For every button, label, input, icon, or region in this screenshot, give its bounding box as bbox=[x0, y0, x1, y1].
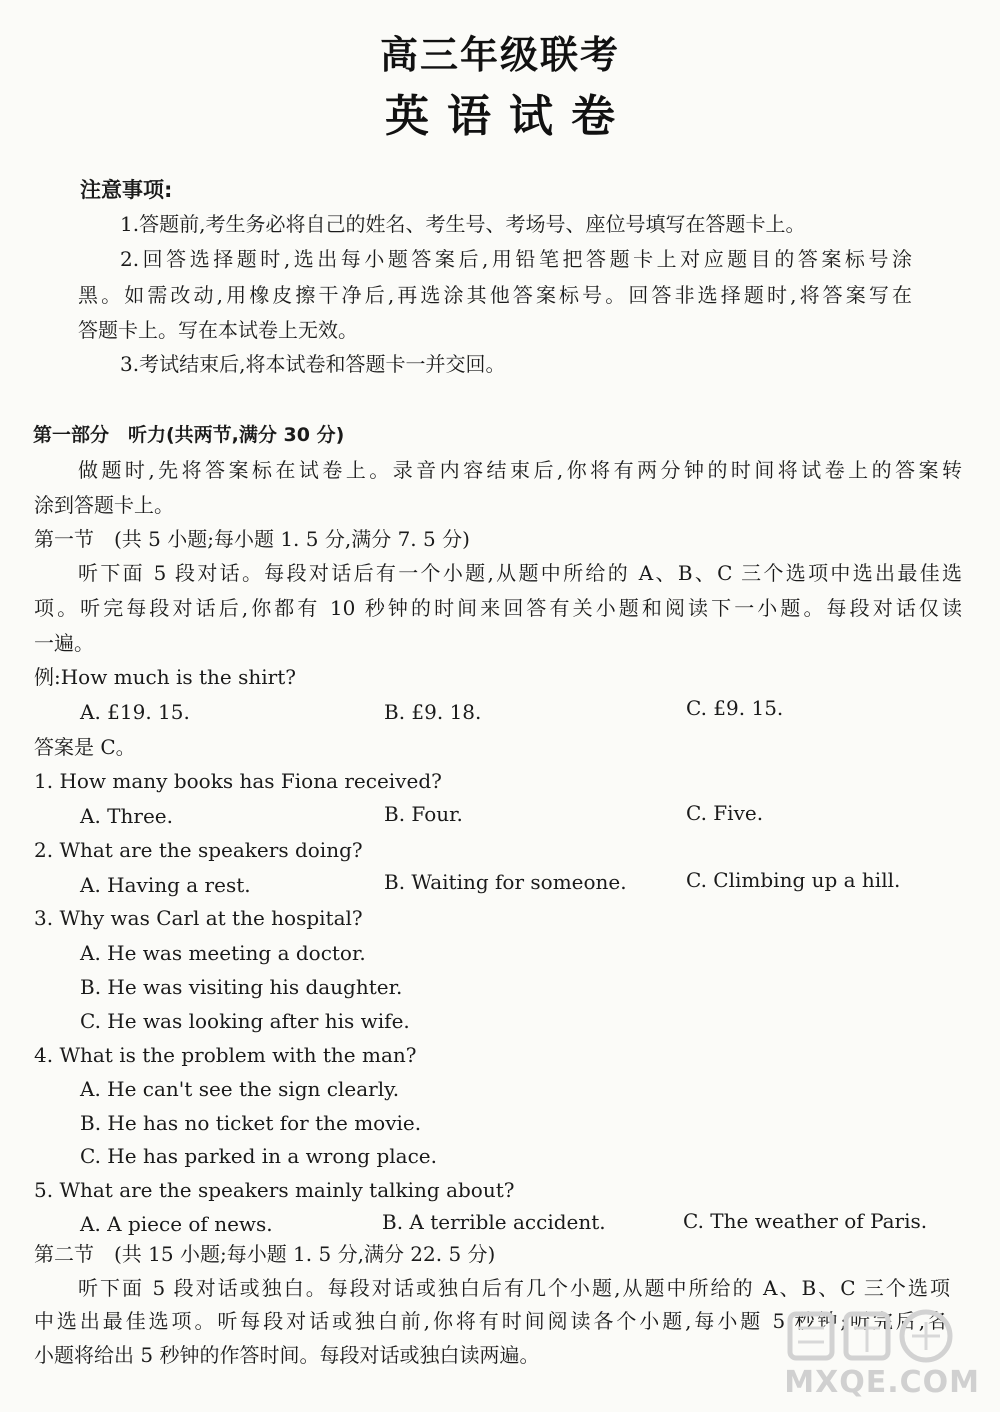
question-4: 4. What is the problem with the man? bbox=[34, 1043, 417, 1067]
question-1-option-b: B. Four. bbox=[384, 802, 463, 826]
example-answer: 答案是 C。 bbox=[34, 735, 136, 759]
part1-intro-line2: 涂到答题卡上。 bbox=[34, 493, 174, 517]
part1-heading: 第一部分 听力(共两节,满分 30 分) bbox=[33, 424, 345, 446]
section2-intro-line1: 听下面 5 段对话或独白。每段对话或独白后有几个小题,从题中所给的 A、B、C 三个选项 bbox=[78, 1276, 950, 1300]
watermark bbox=[784, 1306, 988, 1406]
part1-intro-line1: 做题时,先将答案标在试卷上。录音内容结束后,你将有两分钟的时间将试卷上的答案转 bbox=[78, 458, 962, 482]
question-1-option-a: A. Three. bbox=[80, 804, 173, 828]
section1-intro-line1: 听下面 5 段对话。每段对话后有一个小题,从题中所给的 A、B、C 三个选项中选出最佳选 bbox=[78, 561, 962, 585]
section2-heading: 第二节 (共 15 小题;每小题 1. 5 分,满分 22. 5 分) bbox=[34, 1242, 496, 1266]
notice-item-3: 3.考试结束后,将本试卷和答题卡一并交回。 bbox=[120, 352, 506, 376]
exam-title-line2: 英语试卷 bbox=[385, 91, 633, 142]
question-5-option-b: B. A terrible accident. bbox=[382, 1210, 606, 1234]
notice-item-2-line3: 答题卡上。写在本试卷上无效。 bbox=[78, 318, 358, 342]
question-5-option-a: A. A piece of news. bbox=[80, 1212, 273, 1236]
question-4-option-a: A. He can't see the sign clearly. bbox=[80, 1077, 400, 1101]
question-4-option-c: C. He has parked in a wrong place. bbox=[80, 1144, 437, 1168]
section1-intro-line2: 项。听完每段对话后,你都有 10 秒钟的时间来回答有关小题和阅读下一小题。每段对话仅读 bbox=[34, 596, 962, 620]
notice-item-2-line2: 黑。如需改动,用橡皮擦干净后,再选涂其他答案标号。回答非选择题时,将答案写在 bbox=[78, 283, 912, 307]
question-2-option-c: C. Climbing up a hill. bbox=[686, 868, 901, 892]
question-3-option-c: C. He was looking after his wife. bbox=[80, 1009, 410, 1033]
question-1-option-c: C. Five. bbox=[686, 801, 764, 825]
watermark-seal-icon bbox=[784, 1306, 974, 1366]
question-5-option-c: C. The weather of Paris. bbox=[683, 1209, 928, 1233]
question-2-option-b: B. Waiting for someone. bbox=[384, 870, 627, 894]
question-2-option-a: A. Having a rest. bbox=[80, 873, 251, 897]
exam-title-line1: 高三年级联考 bbox=[379, 33, 620, 77]
question-4-option-b: B. He has no ticket for the movie. bbox=[80, 1111, 422, 1135]
section1-heading: 第一节 (共 5 小题;每小题 1. 5 分,满分 7. 5 分) bbox=[34, 527, 470, 551]
example-option-c: C. £9. 15. bbox=[686, 696, 784, 720]
question-1: 1. How many books has Fiona received? bbox=[34, 769, 442, 793]
section2-intro-line3: 小题将给出 5 秒钟的作答时间。每段对话或独白读两遍。 bbox=[34, 1343, 540, 1367]
question-3-option-a: A. He was meeting a doctor. bbox=[80, 941, 366, 965]
example-option-a: A. £19. 15. bbox=[80, 700, 190, 724]
watermark-url: MXQE.COM bbox=[784, 1365, 980, 1400]
section1-intro-line3: 一遍。 bbox=[34, 631, 94, 655]
example-option-b: B. £9. 18. bbox=[384, 700, 482, 724]
example-question: 例:How much is the shirt? bbox=[34, 665, 296, 689]
question-5: 5. What are the speakers mainly talking about? bbox=[34, 1178, 515, 1202]
notice-item-1: 1.答题前,考生务必将自己的姓名、考生号、考场号、座位号填写在答题卡上。 bbox=[120, 212, 806, 236]
question-3: 3. Why was Carl at the hospital? bbox=[34, 906, 363, 930]
notice-heading: 注意事项: bbox=[80, 178, 173, 202]
question-2: 2. What are the speakers doing? bbox=[34, 838, 363, 862]
section2-intro-line2: 中选出最佳选项。听每段对话或独白前,你将有时间阅读各个小题,每小题 5 秒钟;听完后,各 bbox=[34, 1309, 948, 1333]
notice-item-2-line1: 2.回答选择题时,选出每小题答案后,用铅笔把答题卡上对应题目的答案标号涂 bbox=[120, 247, 912, 271]
question-3-option-b: B. He was visiting his daughter. bbox=[80, 975, 403, 999]
